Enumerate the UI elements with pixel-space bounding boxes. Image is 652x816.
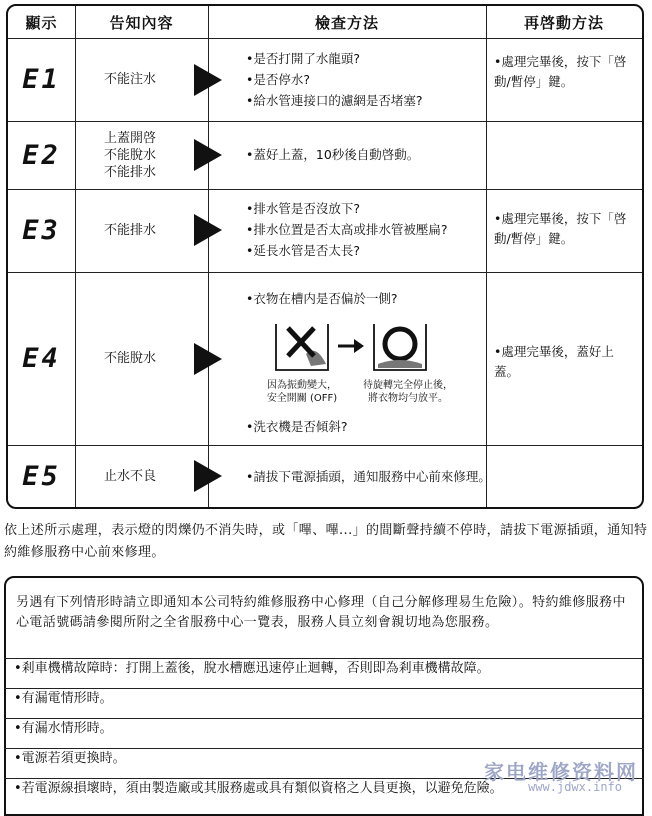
notice-text: 不能注水 <box>103 72 156 87</box>
check-item: •是否打開了水龍頭? <box>246 51 361 66</box>
list-item: •有漏電情形時。 <box>4 688 644 709</box>
header-restart: 再啓動方法 <box>523 13 604 32</box>
caption-unbalanced: 因為振動變大， 安全開關 (OFF) <box>266 380 338 404</box>
restart-text: •處理完畢後，蓋好上蓋。 <box>494 344 614 379</box>
check-item: •排水管是否沒放下? <box>246 201 361 216</box>
followup-note: 依上述所示處理，表示燈的閃爍仍不消失時，或「嗶、嗶...」的間斷聲持續不停時，請拔下電源插頭，通知特約維修服務中心前來修理。 <box>4 523 648 560</box>
caption-balanced: 待旋轉完全停止後， 將衣物均勻放平。 <box>363 380 453 404</box>
watermark: 家电维修资料网 <box>484 760 638 784</box>
balanced-tub-icon <box>374 324 426 370</box>
header-check: 檢查方法 <box>314 13 379 32</box>
error-code: E4 <box>22 343 61 374</box>
list-item: •剎車機構故障時：打開上蓋後，脫水槽應迅速停止迴轉，否則即為剎車機構故障。 <box>4 658 644 679</box>
restart-text: •處理完畢後，按下「啓動/暫停」鍵。 <box>494 211 627 246</box>
check-item: •請拔下電源插頭，通知服務中心前來修理。 <box>246 469 491 484</box>
check-item: •是否停水? <box>246 72 311 87</box>
watermark-url: www.jdwx.info <box>528 780 622 794</box>
service-intro: 另遇有下列情形時請立即通知本公司特約維修服務中心修理（自己分解修理易生危險）。特約維修服務中心電話號碼請參閱所附之全省服務中心一覽表，服務人員立刻會親切地為您服務。 <box>16 595 626 630</box>
arrow-icon <box>194 460 222 492</box>
check-item: •排水位置是否太高或排水管被壓扁? <box>246 222 448 237</box>
header-display: 顯示 <box>25 13 58 32</box>
washing-tub-illustration <box>266 314 436 376</box>
arrow-icon <box>194 343 222 375</box>
error-code-table <box>6 4 644 509</box>
error-code: E5 <box>22 460 61 492</box>
unbalanced-tub-icon <box>276 324 328 370</box>
check-item: •給水管連接口的濾網是否堵塞? <box>246 93 423 108</box>
header-notice: 告知內容 <box>109 13 174 32</box>
restart-text: •處理完畢後，按下「啓動/暫停」鍵。 <box>494 54 627 89</box>
notice-text: 不能排水 <box>103 223 156 238</box>
right-arrow-icon <box>338 339 364 353</box>
list-item: •有漏水情形時。 <box>4 718 644 739</box>
list-item: •電源若須更換時。 <box>4 748 644 769</box>
arrow-icon <box>194 214 222 246</box>
check-item: •洗衣機是否傾斜? <box>246 419 348 434</box>
list-item: •若電源線損壞時，須由製造廠或其服務處或具有類似資格之人員更換，以避免危險。 <box>4 778 644 799</box>
arrow-icon <box>194 139 222 171</box>
error-code: E3 <box>22 215 61 246</box>
error-code: E1 <box>22 64 61 95</box>
notice-text: 上蓋開啓 不能脫水 不能排水 <box>103 130 156 180</box>
check-item: •延長水管是否太長? <box>246 243 361 258</box>
arrow-icon <box>194 64 222 96</box>
error-code: E2 <box>22 139 61 171</box>
check-item: •蓋好上蓋，10秒後自動啓動。 <box>246 147 420 162</box>
notice-text: 不能脫水 <box>103 351 156 366</box>
notice-text: 止水不良 <box>103 468 156 484</box>
check-item: •衣物在槽内是否偏於一側? <box>246 291 398 306</box>
